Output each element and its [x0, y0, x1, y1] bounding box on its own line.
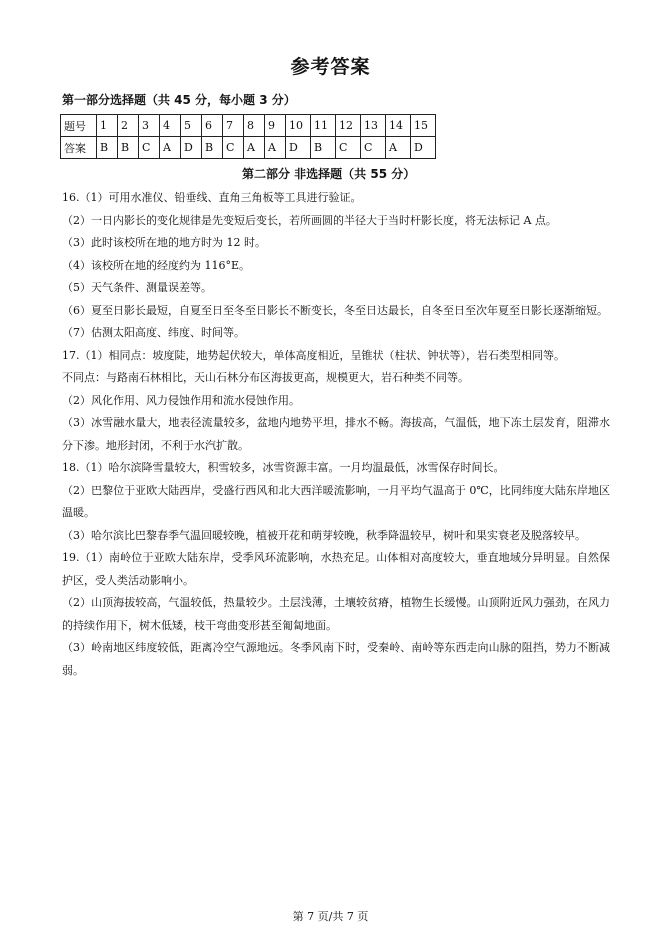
- page-footer: 第 7 页/共 7 页: [292, 910, 369, 923]
- answer-paragraph: 17.（1）相同点：坡度陡，地势起伏较大，单体高度相近，呈锥状（柱状、钟状等），岩石类型相同等。: [62, 348, 565, 362]
- answer-cell: D: [181, 137, 202, 159]
- row-label-answer: 答案: [61, 137, 97, 159]
- answer-paragraph: （2）山顶海拔较高，气温较低，热量较少。土层浅薄，土壤较贫瘠，植物生长缓慢。山顶附近风力强劲，在风力的持续作用下，树木低矮，枝干弯曲变形甚至匍匐地面。: [62, 596, 610, 632]
- answer-cell: A: [244, 137, 265, 159]
- question-number: 4: [160, 115, 181, 137]
- question-number: 14: [386, 115, 411, 137]
- answer-paragraph: （2）风化作用、风力侵蚀作用和流水侵蚀作用。: [62, 393, 300, 407]
- answer-paragraph: （4）该校所在地的经度约为 116°E。: [62, 258, 251, 272]
- question-number: 15: [411, 115, 436, 137]
- answer-row: [61, 137, 436, 159]
- answer-paragraph: （3）冰雪融水量大，地表径流量较多，盆地内地势平坦，排水不畅。海拔高，气温低，地下冻土层发育，阻滞水分下渗。地形封闭，不利于水汽扩散。: [62, 416, 610, 452]
- part2-heading: 第二部分 非选择题（共 55 分）: [242, 167, 416, 181]
- answer-paragraph: （2）一日内影长的变化规律是先变短后变长，若所画圆的半径大于当时杆影长度，将无法标记 A 点。: [62, 213, 557, 227]
- answer-cell: B: [97, 137, 118, 159]
- answer-paragraph: （3）岭南地区纬度较低，距离冷空气源地远。冬季风南下时，受秦岭、南岭等东西走向山脉的阻挡，势力不断减弱。: [62, 641, 610, 677]
- answer-cell: A: [160, 137, 181, 159]
- question-number: 5: [181, 115, 202, 137]
- answer-paragraph: 16.（1）可用水准仪、铅垂线、直角三角板等工具进行验证。: [62, 191, 362, 204]
- question-number: 3: [139, 115, 160, 137]
- answer-paragraph: （3）此时该校所在地的地方时为 12 时。: [62, 236, 266, 249]
- question-number: 6: [202, 115, 223, 137]
- answer-paragraph: 18.（1）哈尔滨降雪量较大，积雪较多，冰雪资源丰富。一月均温最低，冰雪保存时间长。: [62, 461, 505, 474]
- question-number: 13: [361, 115, 386, 137]
- question-number: 9: [265, 115, 286, 137]
- answer-table: [60, 114, 436, 159]
- question-number: 1: [97, 115, 118, 137]
- answer-cell: D: [286, 137, 311, 159]
- page-title: 参考答案: [290, 56, 371, 78]
- question-number: 10: [286, 115, 311, 137]
- answer-cell: B: [311, 137, 336, 159]
- answer-paragraph: （6）夏至日影长最短，自夏至日至冬至日影长不断变长，冬至日达最长，自冬至日至次年夏至日影长逐渐缩短。: [62, 303, 608, 317]
- question-number: 7: [223, 115, 244, 137]
- answer-cell: A: [386, 137, 411, 159]
- answer-cell: C: [223, 137, 244, 159]
- answer-cell: A: [265, 137, 286, 159]
- answer-content: [62, 187, 610, 682]
- part1-heading: 第一部分选择题（共 45 分，每小题 3 分）: [62, 93, 296, 107]
- answer-paragraph: （5）天气条件、测量误差等。: [62, 281, 212, 294]
- answer-paragraph: 不同点：与路南石林相比，天山石林分布区海拔更高，规模更大，岩石种类不同等。: [62, 371, 469, 384]
- answer-paragraph: （2）巴黎位于亚欧大陆西岸，受盛行西风和北大西洋暖流影响，一月平均气温高于 0℃，比同纬度大陆东岸地区温暖。: [62, 483, 610, 519]
- answer-cell: B: [118, 137, 139, 159]
- answer-cell: B: [202, 137, 223, 159]
- question-number: 2: [118, 115, 139, 137]
- question-number: 12: [336, 115, 361, 137]
- answer-paragraph: 19.（1）南岭位于亚欧大陆东岸，受季风环流影响，水热充足。山体相对高度较大，垂直地域分异明显。自然保护区，受人类活动影响小。: [62, 551, 610, 587]
- answer-cell: C: [336, 137, 361, 159]
- answer-cell: C: [139, 137, 160, 159]
- answer-cell: D: [411, 137, 436, 159]
- answer-cell: C: [361, 137, 386, 159]
- number-row: [61, 115, 436, 137]
- row-label-number: 题号: [61, 115, 97, 137]
- question-number: 11: [311, 115, 336, 137]
- answer-paragraph: （3）哈尔滨比巴黎春季气温回暖较晚，植被开花和萌芽较晚，秋季降温较早，树叶和果实衰老及脱落较早。: [62, 528, 586, 542]
- answer-paragraph: （7）估测太阳高度、纬度、时间等。: [62, 326, 245, 339]
- question-number: 8: [244, 115, 265, 137]
